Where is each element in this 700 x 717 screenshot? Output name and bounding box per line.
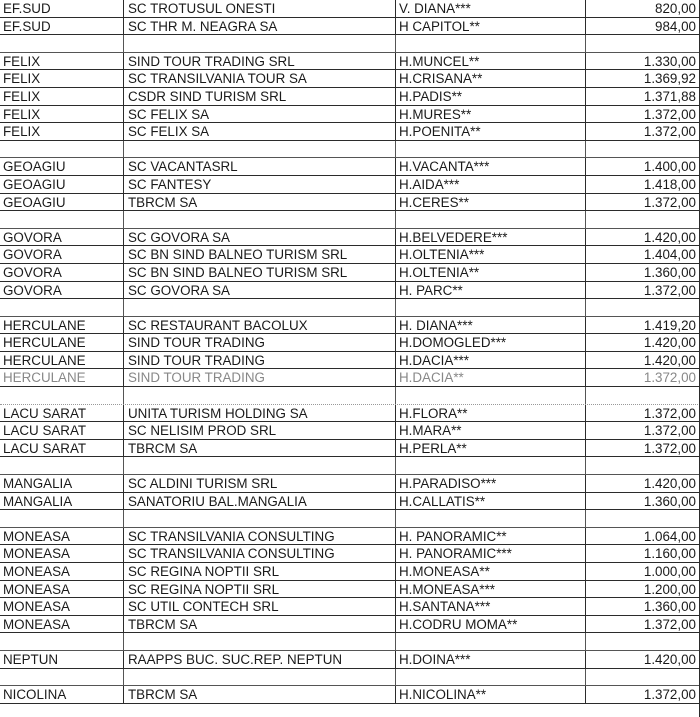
price-cell: 1.420,00 — [643, 335, 696, 351]
table-row — [0, 194, 700, 212]
company-cell: SC TROTUSUL ONESTI — [124, 0, 396, 17]
resort-cell — [0, 457, 124, 474]
company-cell — [124, 669, 396, 686]
resort-cell: EF.SUD — [0, 0, 124, 17]
hotel-cell: H.AIDA*** — [396, 176, 586, 193]
price-cell — [586, 387, 700, 404]
separator-row — [0, 669, 700, 687]
company-cell: SC FANTESY — [124, 176, 396, 193]
company-cell — [124, 633, 396, 650]
company-cell: TBRCM SA — [124, 686, 396, 703]
hotel-cell: H.OLTENIA** — [396, 264, 586, 281]
resort-cell: MONEASA — [0, 581, 124, 598]
company-cell: SC GOVORA SA — [124, 229, 396, 246]
table-row — [0, 598, 700, 616]
hotel-cell: H.SANTANA*** — [396, 598, 586, 615]
hotel-cell — [396, 211, 586, 228]
table-row — [0, 264, 700, 282]
separator-row — [0, 141, 700, 159]
price-cell: 1.372,00 — [643, 370, 696, 386]
hotel-cell: H. PANORAMIC*** — [396, 545, 586, 562]
resort-cell — [0, 141, 124, 158]
price-cell — [586, 457, 700, 474]
price-cell: 1.420,00 — [643, 229, 696, 245]
hotel-cell — [396, 457, 586, 474]
table-row — [0, 158, 700, 176]
price-cell: 1.372,00 — [643, 616, 696, 632]
resort-cell: MANGALIA — [0, 475, 124, 492]
separator-row — [0, 299, 700, 317]
resort-cell: HERCULANE — [0, 317, 124, 334]
company-cell: RAAPPS BUC. SUC.REP. NEPTUN — [124, 651, 396, 668]
table-row — [0, 475, 700, 493]
price-cell: 820,00 — [655, 1, 696, 16]
resort-cell — [0, 387, 124, 404]
hotel-cell: H.PARADISO*** — [396, 475, 586, 492]
resort-cell: GOVORA — [0, 246, 124, 263]
company-cell: SANATORIU BAL.MANGALIA — [124, 493, 396, 510]
resort-cell: FELIX — [0, 106, 124, 123]
company-cell: SC TRANSILVANIA TOUR SA — [124, 70, 396, 87]
price-cell: 1.372,00 — [643, 124, 696, 140]
resort-cell — [0, 633, 124, 650]
table-row — [0, 334, 700, 352]
resort-cell — [0, 35, 124, 52]
table-row — [0, 106, 700, 124]
hotel-cell: H.DACIA** — [396, 369, 586, 386]
price-cell: 984,00 — [655, 18, 696, 34]
company-cell: SC BN SIND BALNEO TURISM SRL — [124, 246, 396, 263]
price-cell: 1.372,00 — [643, 423, 696, 439]
separator-row — [0, 633, 700, 651]
resort-cell — [0, 299, 124, 316]
hotel-cell: H.POENITA** — [396, 123, 586, 140]
price-cell — [586, 35, 700, 52]
hotel-cell: H.MARA** — [396, 422, 586, 439]
separator-row — [0, 35, 700, 53]
company-cell: SC VACANTASRL — [124, 158, 396, 175]
separator-row — [0, 211, 700, 229]
company-cell: SC GOVORA SA — [124, 282, 396, 299]
company-cell: SC BN SIND BALNEO TURISM SRL — [124, 264, 396, 281]
hotel-cell: V. DIANA*** — [396, 0, 586, 17]
resort-cell: EF.SUD — [0, 18, 124, 35]
table-row — [0, 369, 700, 387]
company-cell: TBRCM SA — [124, 616, 396, 633]
hotel-cell — [396, 633, 586, 650]
price-cell: 1.360,00 — [643, 264, 696, 280]
resort-cell: GEOAGIU — [0, 194, 124, 211]
price-cell: 1.372,00 — [643, 194, 696, 210]
price-cell — [586, 669, 700, 686]
table-row — [0, 493, 700, 511]
hotel-cell: H.CODRU MOMA** — [396, 616, 586, 633]
hotel-cell: H.PADIS** — [396, 88, 586, 105]
price-cell — [586, 211, 700, 228]
price-cell: 1.360,00 — [643, 493, 696, 509]
table-row — [0, 686, 700, 704]
company-cell: SC REGINA NOPTII SRL — [124, 581, 396, 598]
hotel-cell — [396, 141, 586, 158]
table-row — [0, 440, 700, 458]
company-cell: SC RESTAURANT BACOLUX — [124, 317, 396, 334]
separator-row — [0, 457, 700, 475]
table-row — [0, 616, 700, 634]
hotel-cell: H.MURES** — [396, 106, 586, 123]
hotel-cell: H.BELVEDERE*** — [396, 229, 586, 246]
hotel-cell: H.NICOLINA** — [396, 686, 586, 703]
price-cell: 1.404,00 — [643, 247, 696, 263]
table-row — [0, 176, 700, 194]
table-row — [0, 53, 700, 71]
resort-cell: FELIX — [0, 53, 124, 70]
price-cell — [586, 141, 700, 158]
hotel-cell: H.CALLATIS** — [396, 493, 586, 510]
hotel-cell: H. PARC** — [396, 282, 586, 299]
price-cell: 1.064,00 — [643, 528, 696, 544]
price-cell — [586, 633, 700, 650]
table-row — [0, 352, 700, 370]
table-row — [0, 229, 700, 247]
price-cell: 1.420,00 — [643, 476, 696, 492]
table-row — [0, 123, 700, 141]
resort-cell — [0, 669, 124, 686]
price-cell: 1.372,00 — [643, 282, 696, 298]
hotel-cell: H.DACIA*** — [396, 352, 586, 369]
price-cell — [586, 510, 700, 527]
table-row — [0, 528, 700, 546]
company-cell: SIND TOUR TRADING — [124, 369, 396, 386]
table-row — [0, 405, 700, 423]
table-row — [0, 0, 700, 18]
company-cell: SC TRANSILVANIA CONSULTING — [124, 545, 396, 562]
company-cell — [124, 35, 396, 52]
hotel-cell: H.CERES** — [396, 194, 586, 211]
price-cell: 1.420,00 — [643, 651, 696, 667]
price-cell: 1.200,00 — [643, 581, 696, 597]
resort-cell: MONEASA — [0, 598, 124, 615]
resort-cell: GEOAGIU — [0, 176, 124, 193]
resort-cell: GOVORA — [0, 229, 124, 246]
company-cell: SC FELIX SA — [124, 106, 396, 123]
company-cell — [124, 387, 396, 404]
hotel-cell: H.MONEASA** — [396, 563, 586, 580]
company-cell: SC UTIL CONTECH SRL — [124, 598, 396, 615]
resort-cell: MONEASA — [0, 563, 124, 580]
company-cell — [124, 457, 396, 474]
company-cell: TBRCM SA — [124, 194, 396, 211]
company-cell: SIND TOUR TRADING — [124, 352, 396, 369]
hotel-cell: H.VACANTA*** — [396, 158, 586, 175]
resort-cell: LACU SARAT — [0, 440, 124, 457]
price-cell: 1.369,92 — [643, 71, 696, 87]
table-row — [0, 563, 700, 581]
company-cell — [124, 299, 396, 316]
separator-row — [0, 510, 700, 528]
price-cell: 1.400,00 — [643, 159, 696, 175]
hotel-cell: H.DOINA*** — [396, 651, 586, 668]
table-row — [0, 545, 700, 563]
company-cell: SIND TOUR TRADING — [124, 334, 396, 351]
company-cell: SC FELIX SA — [124, 123, 396, 140]
hotel-cell: H. PANORAMIC** — [396, 528, 586, 545]
price-cell: 1.371,88 — [643, 88, 696, 104]
hotel-cell: H.DOMOGLED*** — [396, 334, 586, 351]
table-row — [0, 18, 700, 36]
company-cell: TBRCM SA — [124, 440, 396, 457]
resort-cell: MONEASA — [0, 545, 124, 562]
table-row — [0, 282, 700, 300]
hotel-cell — [396, 669, 586, 686]
hotel-cell: H CAPITOL** — [396, 18, 586, 35]
price-cell: 1.420,00 — [643, 352, 696, 368]
resort-cell: FELIX — [0, 123, 124, 140]
resort-cell: HERCULANE — [0, 369, 124, 386]
resort-cell: FELIX — [0, 70, 124, 87]
separator-row — [0, 387, 700, 405]
hotel-cell: H.PERLA** — [396, 440, 586, 457]
hotel-cell — [396, 510, 586, 527]
resort-cell: HERCULANE — [0, 334, 124, 351]
price-cell — [586, 299, 700, 316]
table-row — [0, 70, 700, 88]
price-cell: 1.330,00 — [643, 53, 696, 69]
resort-cell: LACU SARAT — [0, 405, 124, 422]
resort-cell: GEOAGIU — [0, 158, 124, 175]
company-cell: CSDR SIND TURISM SRL — [124, 88, 396, 105]
hotel-cell — [396, 299, 586, 316]
resort-cell — [0, 211, 124, 228]
company-cell: SC REGINA NOPTII SRL — [124, 563, 396, 580]
hotel-cell: H. DIANA*** — [396, 317, 586, 334]
company-cell: SC THR M. NEAGRA SA — [124, 18, 396, 35]
hotel-cell: H.MONEASA*** — [396, 581, 586, 598]
resort-cell: MONEASA — [0, 528, 124, 545]
table-row — [0, 317, 700, 335]
price-cell: 1.160,00 — [643, 546, 696, 562]
price-cell: 1.419,20 — [643, 317, 696, 333]
price-cell: 1.372,00 — [643, 405, 696, 421]
resort-cell: NEPTUN — [0, 651, 124, 668]
resort-cell: LACU SARAT — [0, 422, 124, 439]
table-row — [0, 88, 700, 106]
resort-cell — [0, 510, 124, 527]
price-cell: 1.360,00 — [643, 599, 696, 615]
hotel-cell: H.OLTENIA*** — [396, 246, 586, 263]
price-cell: 1.418,00 — [643, 176, 696, 192]
resort-cell: GOVORA — [0, 282, 124, 299]
price-cell: 1.372,00 — [643, 106, 696, 122]
company-cell — [124, 141, 396, 158]
resort-cell: HERCULANE — [0, 352, 124, 369]
company-cell: SC TRANSILVANIA CONSULTING — [124, 528, 396, 545]
company-cell: UNITA TURISM HOLDING SA — [124, 405, 396, 422]
price-cell: 1.372,00 — [643, 687, 696, 703]
hotel-cell: H.MUNCEL** — [396, 53, 586, 70]
hotel-cell: H.FLORA** — [396, 405, 586, 422]
price-cell: 1.372,00 — [643, 440, 696, 456]
hotel-cell — [396, 387, 586, 404]
resort-cell: NICOLINA — [0, 686, 124, 703]
company-cell — [124, 211, 396, 228]
company-cell: SC ALDINI TURISM SRL — [124, 475, 396, 492]
company-cell — [124, 510, 396, 527]
table-row — [0, 651, 700, 669]
resort-cell: MONEASA — [0, 616, 124, 633]
resort-cell: FELIX — [0, 88, 124, 105]
company-cell: SC NELISIM PROD SRL — [124, 422, 396, 439]
hotel-cell — [396, 35, 586, 52]
table-row — [0, 246, 700, 264]
table-row — [0, 581, 700, 599]
resort-cell: GOVORA — [0, 264, 124, 281]
company-cell: SIND TOUR TRADING SRL — [124, 53, 396, 70]
hotel-cell: H.CRISANA** — [396, 70, 586, 87]
resort-cell: MANGALIA — [0, 493, 124, 510]
price-cell: 1.000,00 — [643, 564, 696, 579]
table-row — [0, 422, 700, 440]
